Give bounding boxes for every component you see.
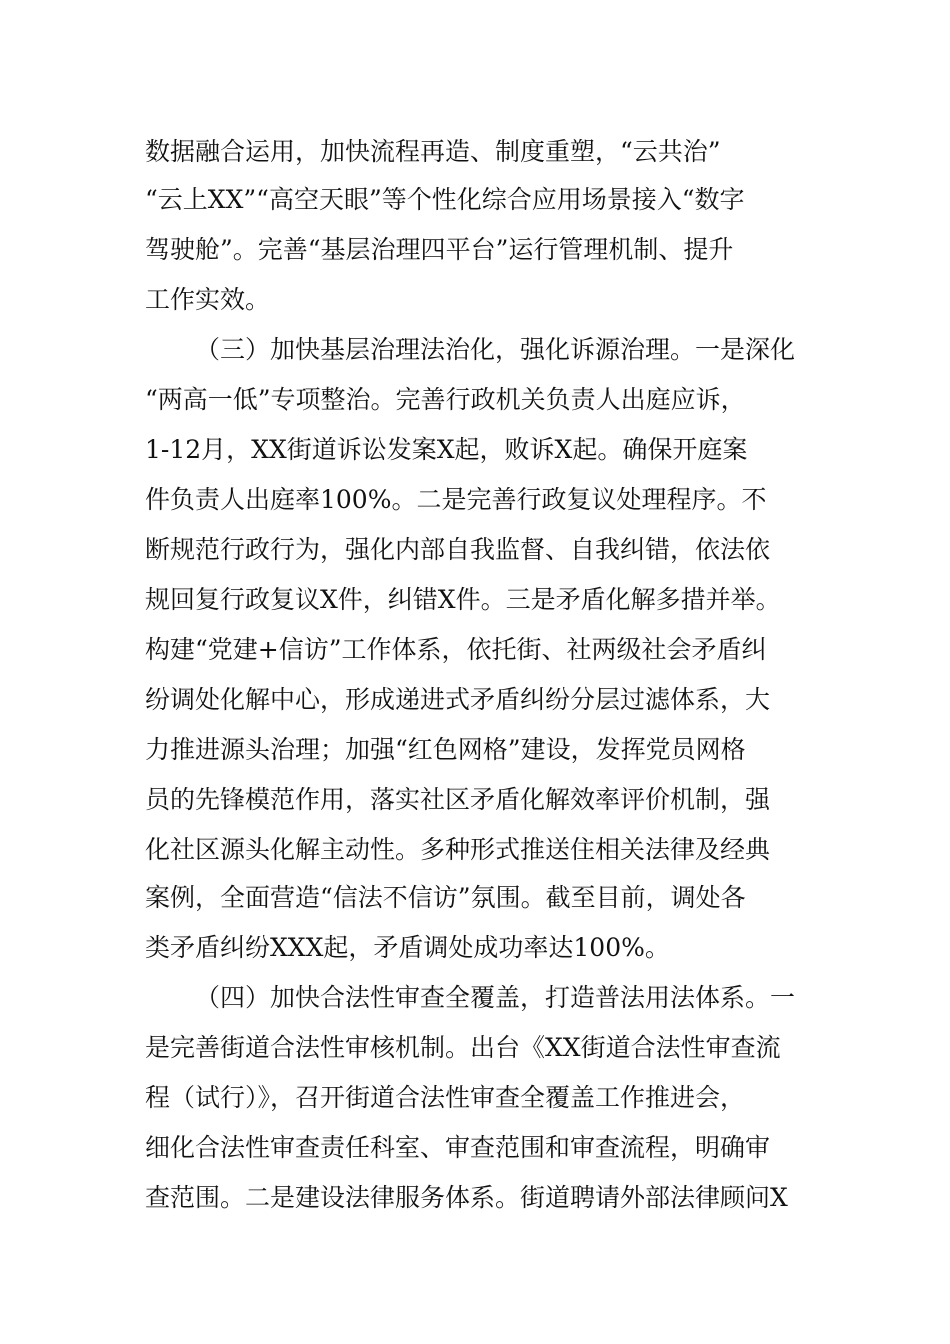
text-line-1: 数据融合运用，加快流程再造、制度重塑，“云共治” (145, 137, 721, 166)
text-line-20: 程（试行）》，召开街道合法性审查全覆盖工作推进会， (145, 1083, 746, 1112)
text-line-9: 断规范行政行为，强化内部自我监督、自我纠错，依法依 (145, 535, 771, 564)
text-line-5: （三）加快基层治理法治化，强化诉源治理。一是深化 (195, 335, 796, 364)
text-line-14: 员的先锋模范作用，落实社区矛盾化解效率评价机制，强 (145, 785, 771, 814)
text-line-6: “两高一低”专项整治。完善行政机关负责人出庭应诉， (145, 385, 746, 414)
text-line-18: （四）加快合法性审查全覆盖，打造普法用法体系。一 (195, 983, 796, 1012)
text-line-3: 驾驶舱”。完善“基层治理四平台”运行管理机制、提升 (145, 235, 734, 264)
text-line-8: 件负责人出庭率100%。二是完善行政复议处理程序。不 (145, 485, 767, 514)
text-line-22: 查范围。二是建设法律服务体系。街道聘请外部法律顾问X (145, 1183, 788, 1212)
text-line-12: 纷调处化解中心，形成递进式矛盾纠纷分层过滤体系，大 (145, 685, 771, 714)
text-line-15: 化社区源头化解主动性。多种形式推送住相关法律及经典 (145, 835, 771, 864)
text-line-4: 工作实效。 (145, 285, 271, 314)
text-line-7: 1-12月，XX街道诉讼发案X起，败诉X起。确保开庭案 (145, 435, 748, 464)
text-line-13: 力推进源头治理；加强“红色网格”建设，发挥党员网格 (145, 735, 746, 764)
text-line-11: 构建“党建+信访”工作体系，依托街、社两级社会矛盾纠 (145, 635, 767, 664)
text-line-10: 规回复行政复议X件，纠错X件。三是矛盾化解多措并举。 (145, 585, 781, 614)
text-line-17: 类矛盾纠纷XXX起，矛盾调处成功率达100%。 (145, 933, 670, 962)
text-line-2: “云上XX”“高空天眼”等个性化综合应用场景接入“数字 (145, 185, 745, 214)
text-line-16: 案例，全面营造“信法不信访”氛围。截至目前，调处各 (145, 883, 746, 912)
text-line-19: 是完善街道合法性审核机制。出台《XX街道合法性审查流 (145, 1033, 781, 1062)
text-line-21: 细化合法性审查责任科室、审查范围和审查流程，明确审 (145, 1133, 771, 1162)
